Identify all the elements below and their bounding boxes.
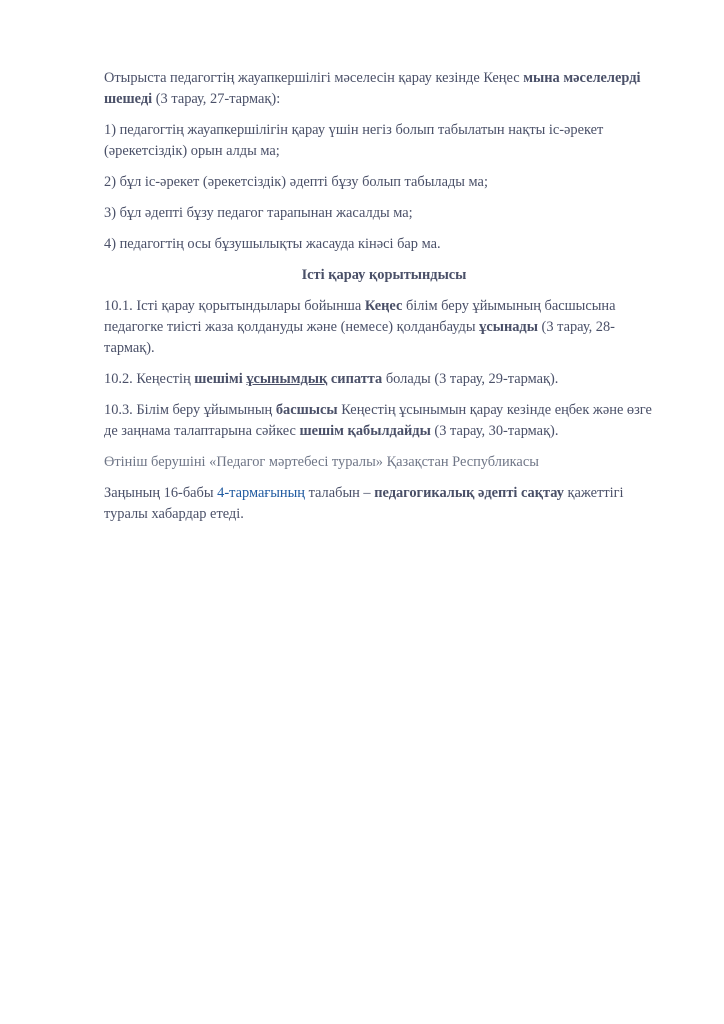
paragraph-intro: [104, 68, 664, 110]
bold-span: Кеңес: [364, 298, 403, 314]
document-body: [104, 68, 664, 535]
bold-span: ұсынады: [479, 319, 538, 335]
text-span: Кеңестің ұсынымын қарау кезінде еңбек және өзге де заңнама талаптарына сәйкес: [104, 402, 652, 439]
paragraph-law: [104, 483, 664, 525]
bold-span: мына мәселелерді шешеді: [104, 70, 641, 107]
text-span: қажеттігі туралы хабардар етеді.: [104, 485, 624, 522]
bold-span: шешімі: [194, 371, 243, 387]
bold-span: шешім қабылдайды: [299, 423, 431, 439]
law-article-link[interactable]: 4-тармағының: [217, 485, 305, 501]
list-item-1: 1) педагогтің жауапкершілігін қарау үшін негіз болып табылатын нақты іс-әрекет (әрекетсіздік) орын алды ма;: [104, 122, 604, 159]
text-span: 10.1. Істі қарау қорытындылары бойынша: [104, 298, 365, 314]
text-span: талабын –: [304, 485, 375, 501]
text-span: (3 тарау, 30-тармақ).: [430, 423, 559, 439]
list-item-3: 3) бұл әдепті бұзу педагог тарапынан жасалды ма;: [104, 205, 413, 221]
text-span: Отырыста педагогтің жауапкершілігі мәселесін қарау кезінде Кеңес: [104, 70, 524, 86]
text-span: (3 тарау, 28-тармақ).: [104, 319, 615, 356]
paragraph-10-2: [104, 369, 664, 390]
text-span: 10.2. Кеңестің: [104, 371, 195, 387]
text-span: болады (3 тарау, 29-тармақ).: [382, 371, 559, 387]
paragraph-10-1: [104, 296, 664, 359]
list-item-4: 4) педагогтің осы бұзушылықты жасауда кінәсі бар ма.: [104, 236, 441, 252]
bold-span: сипатта: [330, 371, 383, 387]
paragraph-10-3: [104, 400, 664, 442]
list-item-2: 2) бұл іс-әрекет (әрекетсіздік) әдепті бұзу болып табылады ма;: [104, 174, 488, 190]
bold-span: педагогикалық әдепті сақтау: [374, 485, 564, 501]
text-span: білім беру ұйымының басшысына педагогке тиісті жаза қолдануды және (немесе) қолданбауды: [104, 298, 616, 335]
bold-underlined-span: ұсынымдық: [246, 371, 328, 387]
text-span: Заңының 16-бабы: [104, 485, 218, 501]
bold-span: басшысы: [275, 402, 338, 418]
paragraph-applicant: Өтініш берушіні «Педагог мәртебесі туралы» Қазақстан Республикасы: [104, 454, 539, 470]
section-heading: Істі қарау қорытындысы: [301, 267, 467, 283]
text-span: (3 тарау, 27-тармақ):: [152, 91, 281, 107]
text-span: 10.3. Білім беру ұйымының: [104, 402, 276, 418]
